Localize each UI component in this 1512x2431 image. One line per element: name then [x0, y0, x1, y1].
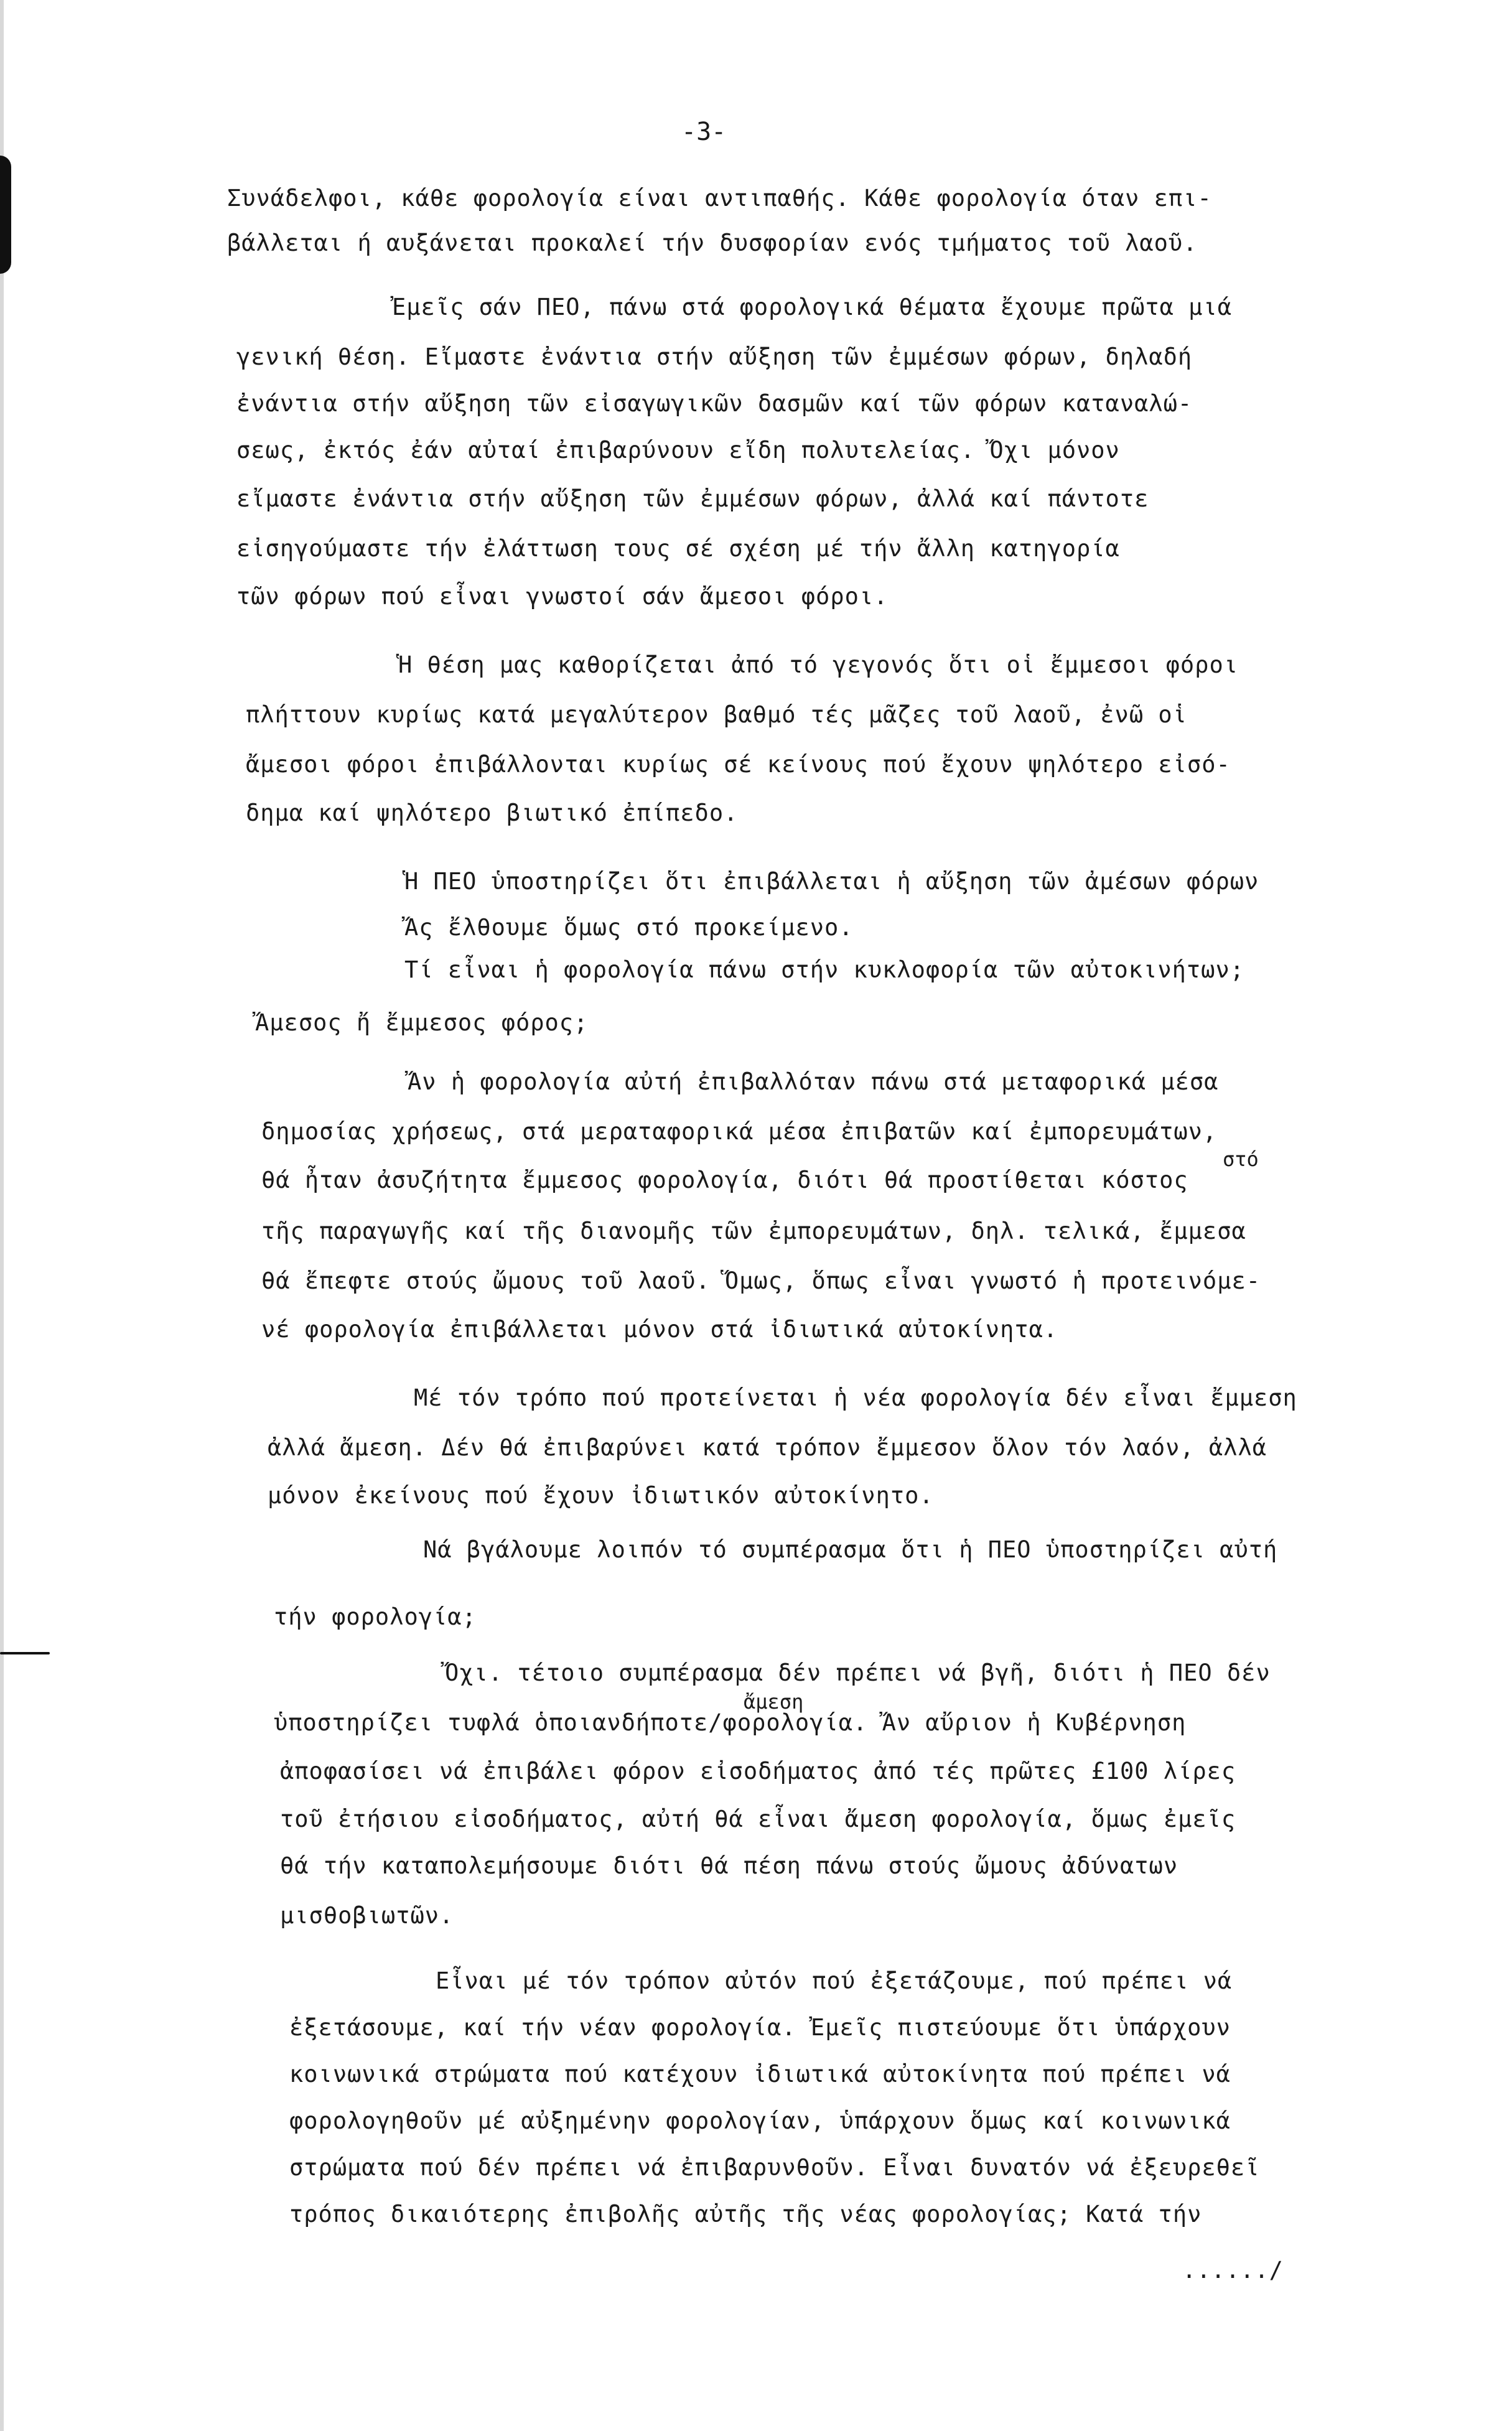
text-line: μισθοβιωτῶν.	[280, 1902, 454, 1929]
text-line: στρώματα πού δέν πρέπει νά ἐπιβαρυνθοῦν. Εἶναι δυνατόν νά ἐξευρεθεῖ	[289, 2154, 1260, 2181]
text-line: τοῦ ἐτήσιου εἰσοδήματος, αὐτή θά εἶναι ἄμεση φορολογία, ὅμως ἐμεῖς	[280, 1806, 1236, 1832]
punch-hole-shadow-bottom	[0, 1652, 50, 1654]
text-line: Ἐμεῖς σάν ΠΕΟ, πάνω στά φορολογικά θέματα ἔχουμε πρῶτα μιά	[392, 294, 1233, 320]
text-line: τῆς παραγωγῆς καί τῆς διανομῆς τῶν ἐμπορευμάτων, δηλ. τελικά, ἔμμεσα	[261, 1218, 1246, 1244]
text-line: Συνάδελφοι, κάθε φορολογία είναι αντιπαθής. Κάθε φορολογία όταν επι-	[227, 185, 1212, 212]
text-line: Ἡ ΠΕΟ ὑποστηρίζει ὅτι ἐπιβάλλεται ἡ αὔξηση τῶν ἀμέσων φόρων	[404, 868, 1259, 895]
text-line: τρόπος δικαιότερης ἐπιβολῆς αὐτῆς τῆς νέας φορολογίας; Κατά τήν	[289, 2201, 1202, 2228]
text-line: πλήττουν κυρίως κατά μεγαλύτερον βαθμό τές μᾶζες τοῦ λαοῦ, ἐνῶ οἱ	[246, 701, 1187, 728]
text-line: τήν φορολογία;	[274, 1603, 477, 1630]
text-line: ἀλλά ἄμεση. Δέν θά ἐπιβαρύνει κατά τρόπον ἔμμεσον ὅλον τόν λαόν, ἀλλά	[268, 1434, 1267, 1461]
text-line: Ἄν ἡ φορολογία αὐτή ἐπιβαλλόταν πάνω στά μεταφορικά μέσα	[408, 1068, 1219, 1095]
text-line: δημοσίας χρήσεως, στά μεραταφορικά μέσα ἐπιβατῶν καί ἐμπορευμάτων,	[261, 1118, 1218, 1145]
text-line: ἀποφασίσει νά ἐπιβάλει φόρον εἰσοδήματος ἀπό τές πρῶτες £100 λίρες	[280, 1758, 1236, 1785]
text-line: Τί εἶναι ἡ φορολογία πάνω στήν κυκλοφορία τῶν αὐτοκινήτων;	[404, 956, 1245, 983]
punch-hole-shadow-top	[0, 156, 11, 274]
text-line: δημα καί ψηλότερο βιωτικό ἐπίπεδο.	[246, 800, 739, 826]
text-line: μόνον ἐκείνους πού ἔχουν ἰδιωτικόν αὐτοκίνητο.	[268, 1482, 934, 1509]
text-line: θά ἦταν ἀσυζήτητα ἔμμεσος φορολογία, διότι θά προστίθεται κόστος	[261, 1167, 1188, 1193]
text-line: νέ φορολογία ἐπιβάλλεται μόνον στά ἰδιωτικά αὐτοκίνητα.	[261, 1316, 1058, 1343]
text-line: Ἄμεσος ἤ ἔμμεσος φόρος;	[255, 1009, 589, 1036]
binding-edge-mark	[0, 0, 4, 2431]
text-line: Εἶναι μέ τόν τρόπον αὐτόν πού ἐξετάζουμε, πού πρέπει νά	[436, 1967, 1233, 1994]
text-line: Ὄχι. τέτοιο συμπέρασμα δέν πρέπει νά βγῆ, διότι ἡ ΠΕΟ δέν	[445, 1659, 1271, 1686]
text-line: Μέ τόν τρόπο πού προτείνεται ἡ νέα φορολογία δέν εἶναι ἔμμεση	[414, 1384, 1297, 1411]
text-line: Νά βγάλουμε λοιπόν τό συμπέρασμα ὅτι ἡ ΠΕΟ ὑποστηρίζει αὐτή	[423, 1536, 1278, 1563]
interlinear-correction: στό	[1223, 1147, 1259, 1171]
text-line: Ἡ θέση μας καθορίζεται ἀπό τό γεγονός ὅτι οἱ ἔμμεσοι φόροι	[398, 651, 1239, 678]
text-line: γενική θέση. Εἴμαστε ἐνάντια στήν αὔξηση τῶν ἐμμέσων φόρων, δηλαδή	[236, 343, 1193, 370]
page-number: -3-	[681, 118, 727, 146]
text-line: ἄμεσοι φόροι ἐπιβάλλονται κυρίως σέ κείνους πού ἔχουν ψηλότερο εἰσό-	[246, 751, 1231, 778]
text-line: θά τήν καταπολεμήσουμε διότι θά πέση πάνω στούς ὤμους ἀδύνατων	[280, 1852, 1178, 1879]
text-line: τῶν φόρων πού εἶναι γνωστοί σάν ἄμεσοι φόροι.	[236, 583, 889, 610]
text-line: ἐξετάσουμε, καί τήν νέαν φορολογία. Ἐμεῖς πιστεύουμε ὅτι ὑπάρχουν	[289, 2014, 1231, 2041]
text-line: ἐνάντια στήν αὔξηση τῶν εἰσαγωγικῶν δασμῶν καί τῶν φόρων καταναλώ-	[236, 390, 1193, 417]
text-line: ὑποστηρίζει τυφλά ὁποιανδήποτε/φορολογία. Ἄν αὔριον ἡ Κυβέρνηση	[274, 1709, 1187, 1736]
text-line: βάλλεται ή αυξάνεται προκαλεί τήν δυσφορίαν ενός τμήματος τοῦ λαοῦ.	[227, 230, 1198, 256]
text-line: εἴμαστε ἐνάντια στήν αὔξηση τῶν ἐμμέσων φόρων, ἀλλά καί πάντοτε	[236, 485, 1149, 512]
interlinear-correction: ἄμεση	[744, 1690, 804, 1714]
text-line: κοινωνικά στρώματα πού κατέχουν ἰδιωτικά αὐτοκίνητα πού πρέπει νά	[289, 2061, 1231, 2088]
text-line: φορολογηθοῦν μέ αὐξημένην φορολογίαν, ὑπάρχουν ὅμως καί κοινωνικά	[289, 2107, 1231, 2134]
text-line: θά ἔπεφτε στούς ὤμους τοῦ λαοῦ. Ὅμως, ὅπως εἶναι γνωστό ἡ προτεινόμε-	[261, 1267, 1261, 1294]
continuation-mark: ....../	[1182, 2257, 1284, 2284]
text-line: Ἄς ἔλθουμε ὅμως στό προκείμενο.	[404, 914, 854, 941]
text-line: εἰσηγούμαστε τήν ἐλάττωση τους σέ σχέση μέ τήν ἄλλη κατηγορία	[236, 535, 1120, 562]
text-line: σεως, ἐκτός ἐάν αὐταί ἐπιβαρύνουν εἴδη πολυτελείας. Ὄχι μόνον	[236, 437, 1120, 464]
